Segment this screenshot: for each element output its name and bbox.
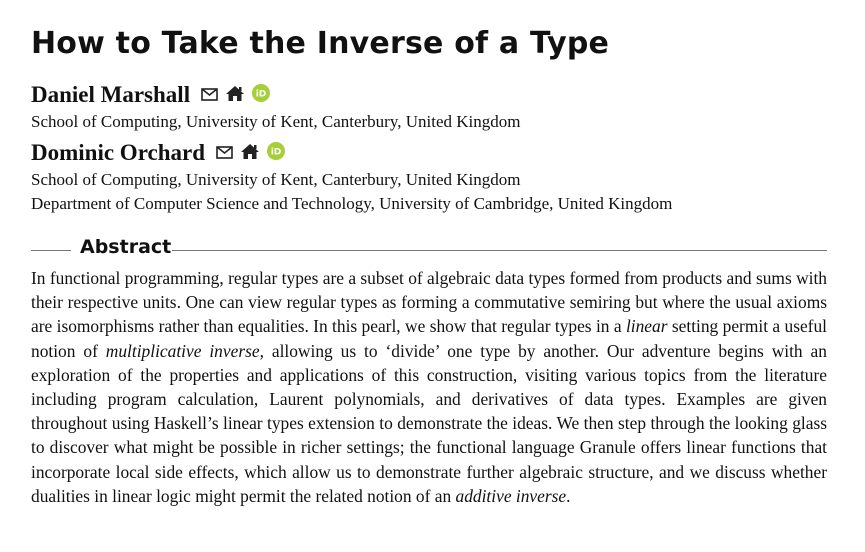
author-2-affiliation-1: School of Computing, University of Kent, Canterbury, United Kingdom	[31, 170, 521, 189]
orcid-icon[interactable]	[267, 142, 285, 164]
envelope-icon[interactable]	[216, 144, 233, 163]
abstract-segment: In functional programming, regular types are a subset of algebraic data types formed from products and sums with their respective units. One can view regular types as forming a commutative semiring but where the usual axioms are isomorphisms rather than equalities. In this pearl, we show that regular types in a	[31, 268, 827, 337]
abstract-segment: .	[566, 485, 571, 506]
orcid-icon[interactable]	[252, 84, 270, 106]
author-name: Daniel Marshall	[31, 82, 191, 107]
abstract-heading	[31, 236, 827, 262]
abstract-emphasis: multiplicative inverse	[105, 340, 260, 361]
abstract-emphasis: additive inverse	[455, 485, 567, 506]
home-icon[interactable]	[225, 85, 245, 106]
abstract-rule-right	[172, 250, 827, 251]
abstract-segment: setting permit a useful notion of	[31, 316, 827, 361]
paper-title: How to Take the Inverse of a Type	[31, 26, 610, 61]
svg-text:iD: iD	[270, 147, 282, 158]
abstract-rule-left	[31, 250, 71, 251]
abstract-emphasis: linear	[625, 316, 668, 337]
author-2	[31, 140, 287, 166]
author-1-affiliation: School of Computing, University of Kent, Canterbury, United Kingdom	[31, 112, 521, 131]
author-2-affiliation-2: Department of Computer Science and Technology, University of Cambridge, United Kingdom	[31, 194, 673, 213]
abstract-label: Abstract	[80, 236, 172, 258]
author-1	[31, 82, 272, 108]
author-links	[201, 84, 272, 106]
author-links	[216, 142, 287, 164]
envelope-icon[interactable]	[201, 86, 218, 105]
abstract-text	[31, 266, 827, 508]
svg-text:iD: iD	[256, 89, 267, 100]
abstract-segment: , allowing us to ‘divide’ one type by another. Our adventure begins with an exploration of the properties and applications of this construction, visiting various topics from the literature including program calculation, Laurent polynomials, and derivatives of data types. Examples are given throughout using Haskell’s linear types extension to demonstrate the ideas. We then step through the looking glass to discover what might be possible in richer settings; the functional language Granule offers linear functions that incorporate local side effects, which allow us to demonstrate further algebraic structure, and we discuss whether dualities in linear logic might permit the related notion of an	[31, 340, 827, 506]
author-name: Dominic Orchard	[31, 140, 205, 165]
home-icon[interactable]	[240, 143, 260, 164]
